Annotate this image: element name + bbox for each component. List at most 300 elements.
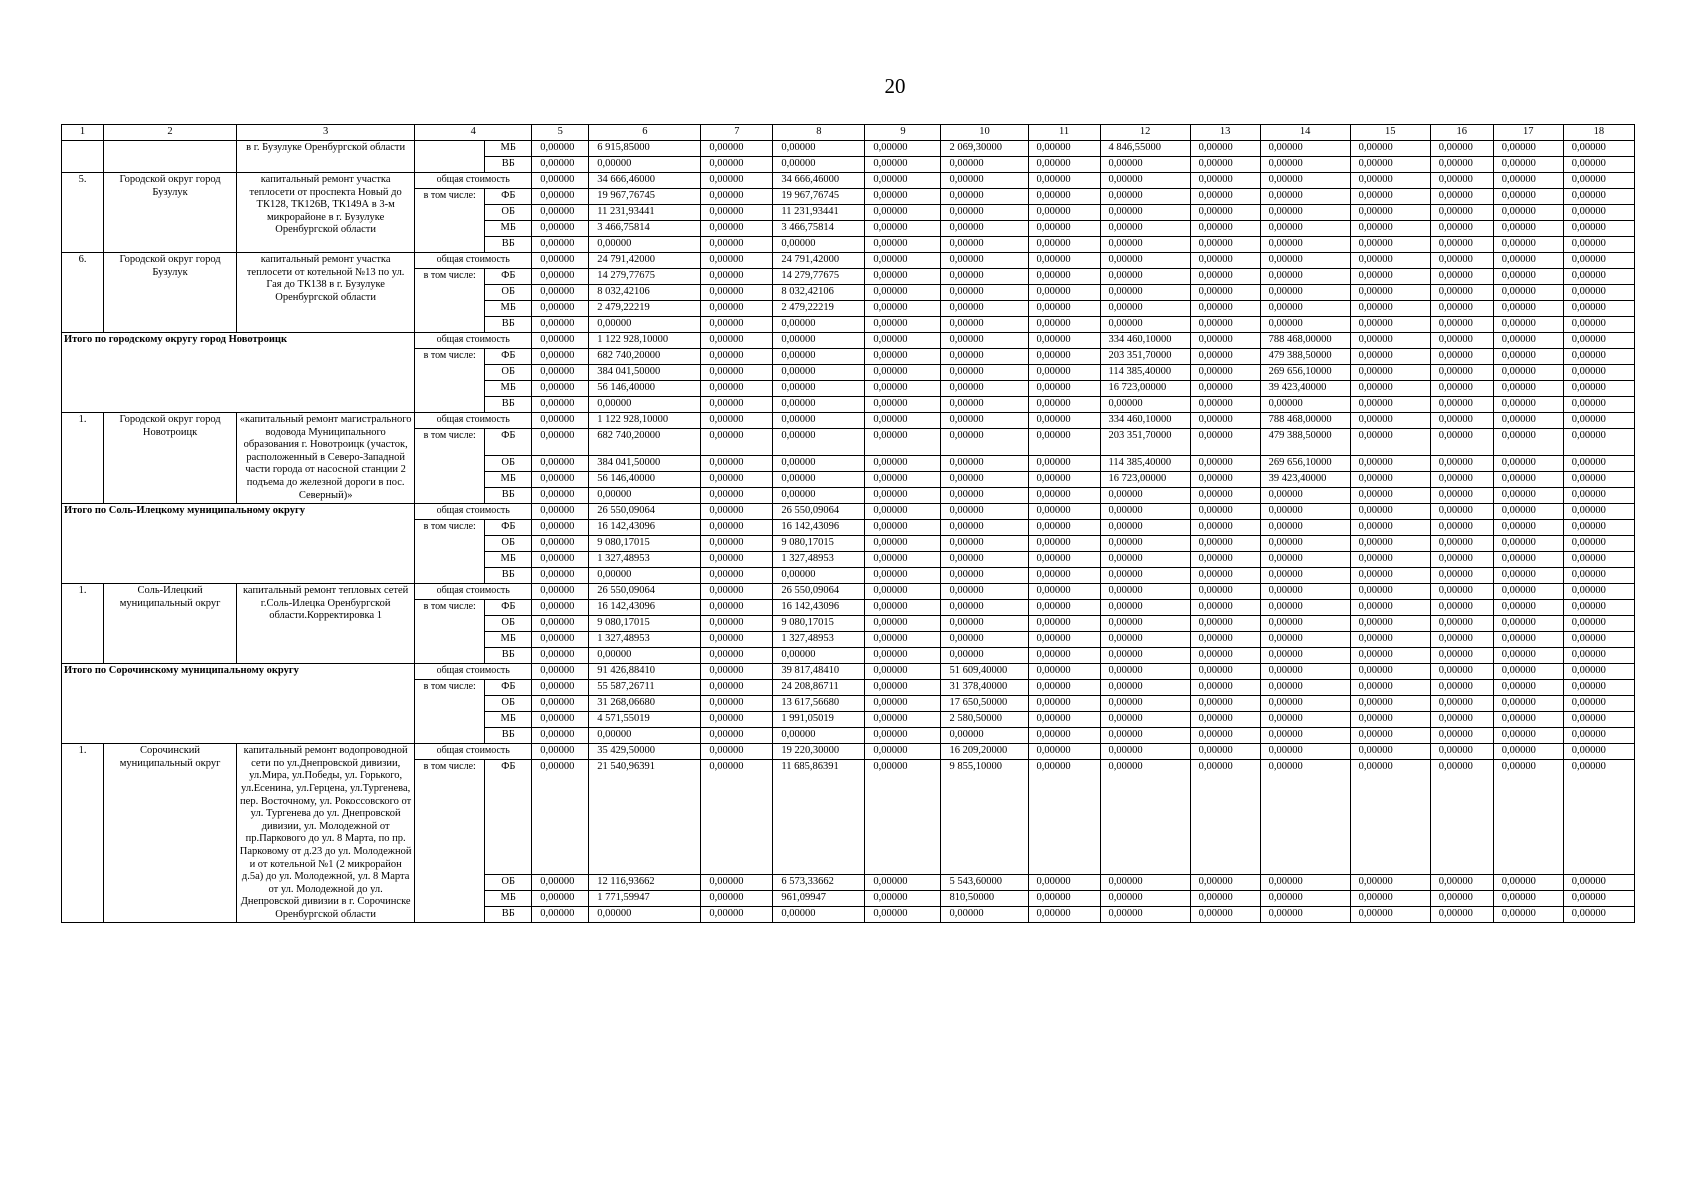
value-cell: 0,00000 xyxy=(1028,648,1100,664)
organization-name: Городской округ город Новотроицк xyxy=(104,413,237,504)
value-cell: 91 426,88410 xyxy=(589,664,701,680)
value-cell: 0,00000 xyxy=(1350,157,1430,173)
value-cell: 0,00000 xyxy=(941,429,1028,456)
table-row xyxy=(62,141,1635,157)
value-cell: 0,00000 xyxy=(1100,616,1190,632)
value-cell: 0,00000 xyxy=(1350,189,1430,205)
value-cell: 0,00000 xyxy=(1260,221,1350,237)
value-cell: 0,00000 xyxy=(1350,552,1430,568)
value-cell: 0,00000 xyxy=(1493,189,1563,205)
value-cell: 0,00000 xyxy=(589,317,701,333)
value-cell: 0,00000 xyxy=(1028,365,1100,381)
budget-table xyxy=(61,124,1635,923)
value-cell: 0,00000 xyxy=(532,875,589,891)
value-cell: 0,00000 xyxy=(701,365,773,381)
value-cell: 16 209,20000 xyxy=(941,744,1028,760)
value-cell: 0,00000 xyxy=(1190,728,1260,744)
fund-code: ОБ xyxy=(485,456,532,472)
value-cell: 0,00000 xyxy=(1430,616,1493,632)
value-cell: 0,00000 xyxy=(1100,536,1190,552)
value-cell: 0,00000 xyxy=(1100,760,1190,875)
table-row xyxy=(62,365,1635,381)
value-cell: 4 846,55000 xyxy=(1100,141,1190,157)
value-cell: 0,00000 xyxy=(1493,875,1563,891)
value-cell: 0,00000 xyxy=(941,600,1028,616)
value-cell: 0,00000 xyxy=(1563,584,1634,600)
value-cell: 21 540,96391 xyxy=(589,760,701,875)
value-cell: 0,00000 xyxy=(1100,157,1190,173)
value-cell: 0,00000 xyxy=(1430,189,1493,205)
value-cell: 0,00000 xyxy=(865,744,941,760)
value-cell: 0,00000 xyxy=(1028,744,1100,760)
object-description: капитальный ремонт участка теплосети от котельной №13 по ул. Гая до ТК138 в г. Бузулуке Оренбургской области xyxy=(237,253,415,333)
value-cell: 0,00000 xyxy=(1100,301,1190,317)
value-cell: 0,00000 xyxy=(941,397,1028,413)
value-cell: 1 991,05019 xyxy=(773,712,865,728)
value-cell: 0,00000 xyxy=(1190,349,1260,365)
fund-code: МБ xyxy=(485,552,532,568)
value-cell: 0,00000 xyxy=(1563,141,1634,157)
fund-code: ФБ xyxy=(485,189,532,205)
value-cell: 24 208,86711 xyxy=(773,680,865,696)
value-cell: 0,00000 xyxy=(532,907,589,923)
object-description: капитальный ремонт участка теплосети от проспекта Новый до ТК128, ТК126В, ТК149А в 3-м микрорайоне в г. Бузулуке Оренбургской области xyxy=(237,173,415,253)
value-cell: 0,00000 xyxy=(865,285,941,301)
value-cell: 34 666,46000 xyxy=(773,173,865,189)
value-cell: 0,00000 xyxy=(1493,760,1563,875)
including-label: в том числе: xyxy=(415,269,485,333)
value-cell: 0,00000 xyxy=(532,696,589,712)
value-cell: 0,00000 xyxy=(1563,381,1634,397)
value-cell: 0,00000 xyxy=(865,728,941,744)
table-row xyxy=(62,253,1635,269)
value-cell: 0,00000 xyxy=(1430,301,1493,317)
value-cell: 0,00000 xyxy=(701,680,773,696)
value-cell: 0,00000 xyxy=(865,333,941,349)
value-cell: 810,50000 xyxy=(941,891,1028,907)
value-cell: 0,00000 xyxy=(532,189,589,205)
value-cell: 0,00000 xyxy=(1430,429,1493,456)
value-cell: 0,00000 xyxy=(701,317,773,333)
value-cell: 0,00000 xyxy=(1563,349,1634,365)
value-cell: 0,00000 xyxy=(941,365,1028,381)
value-cell: 13 617,56680 xyxy=(773,696,865,712)
total-title-spacer xyxy=(62,397,415,413)
value-cell: 0,00000 xyxy=(701,301,773,317)
total-cost-label: общая стоимость xyxy=(415,504,532,520)
value-cell: 0,00000 xyxy=(1493,504,1563,520)
column-header: 17 xyxy=(1493,125,1563,141)
value-cell: 0,00000 xyxy=(1493,221,1563,237)
value-cell: 0,00000 xyxy=(701,221,773,237)
value-cell: 0,00000 xyxy=(701,728,773,744)
value-cell: 0,00000 xyxy=(1430,488,1493,504)
value-cell: 0,00000 xyxy=(1350,680,1430,696)
value-cell: 0,00000 xyxy=(1028,472,1100,488)
value-cell: 0,00000 xyxy=(1350,381,1430,397)
total-cost-label: общая стоимость xyxy=(415,664,532,680)
value-cell: 0,00000 xyxy=(701,712,773,728)
fund-code: МБ xyxy=(485,472,532,488)
value-cell: 16 142,43096 xyxy=(589,520,701,536)
value-cell: 0,00000 xyxy=(941,504,1028,520)
value-cell: 0,00000 xyxy=(1190,536,1260,552)
value-cell: 0,00000 xyxy=(773,728,865,744)
table-row xyxy=(62,333,1635,349)
value-cell: 0,00000 xyxy=(532,456,589,472)
value-cell: 0,00000 xyxy=(1350,728,1430,744)
value-cell: 0,00000 xyxy=(1100,664,1190,680)
value-cell: 0,00000 xyxy=(1350,664,1430,680)
value-cell: 682 740,20000 xyxy=(589,349,701,365)
value-cell: 0,00000 xyxy=(1430,760,1493,875)
type-cell xyxy=(415,141,485,173)
value-cell: 0,00000 xyxy=(773,488,865,504)
value-cell: 0,00000 xyxy=(1350,237,1430,253)
value-cell: 0,00000 xyxy=(1190,317,1260,333)
value-cell: 0,00000 xyxy=(589,568,701,584)
value-cell: 0,00000 xyxy=(1563,301,1634,317)
value-cell: 0,00000 xyxy=(1563,253,1634,269)
value-cell: 0,00000 xyxy=(701,907,773,923)
column-header: 3 xyxy=(237,125,415,141)
value-cell: 2 479,22219 xyxy=(589,301,701,317)
value-cell: 0,00000 xyxy=(1028,875,1100,891)
value-cell: 0,00000 xyxy=(773,456,865,472)
value-cell: 6 573,33662 xyxy=(773,875,865,891)
value-cell: 0,00000 xyxy=(773,349,865,365)
value-cell: 0,00000 xyxy=(701,664,773,680)
value-cell: 39 423,40000 xyxy=(1260,472,1350,488)
value-cell: 0,00000 xyxy=(532,157,589,173)
organization-name: Сорочинский муниципальный округ xyxy=(104,744,237,923)
value-cell: 9 855,10000 xyxy=(941,760,1028,875)
value-cell: 0,00000 xyxy=(1430,680,1493,696)
value-cell: 384 041,50000 xyxy=(589,365,701,381)
value-cell: 0,00000 xyxy=(1100,520,1190,536)
value-cell: 56 146,40000 xyxy=(589,472,701,488)
value-cell: 0,00000 xyxy=(1190,189,1260,205)
value-cell: 0,00000 xyxy=(1493,285,1563,301)
value-cell: 16 142,43096 xyxy=(773,520,865,536)
value-cell: 0,00000 xyxy=(941,413,1028,429)
value-cell: 0,00000 xyxy=(1100,205,1190,221)
value-cell: 0,00000 xyxy=(1190,173,1260,189)
value-cell: 0,00000 xyxy=(1563,907,1634,923)
object-description: капитальный ремонт тепловых сетей г.Соль-Илецка Оренбургской области.Корректировка 1 xyxy=(237,584,415,664)
value-cell: 0,00000 xyxy=(865,504,941,520)
value-cell: 0,00000 xyxy=(1190,907,1260,923)
value-cell: 0,00000 xyxy=(865,552,941,568)
value-cell: 0,00000 xyxy=(773,157,865,173)
value-cell: 0,00000 xyxy=(1100,317,1190,333)
value-cell: 2 069,30000 xyxy=(941,141,1028,157)
value-cell: 0,00000 xyxy=(1493,301,1563,317)
value-cell: 0,00000 xyxy=(1260,173,1350,189)
value-cell: 0,00000 xyxy=(1028,568,1100,584)
fund-code: ОБ xyxy=(485,365,532,381)
value-cell: 0,00000 xyxy=(701,253,773,269)
value-cell: 0,00000 xyxy=(701,552,773,568)
value-cell: 0,00000 xyxy=(865,520,941,536)
value-cell: 0,00000 xyxy=(1350,907,1430,923)
value-cell: 2 479,22219 xyxy=(773,301,865,317)
value-cell: 0,00000 xyxy=(1028,760,1100,875)
value-cell: 0,00000 xyxy=(1430,349,1493,365)
value-cell: 0,00000 xyxy=(701,520,773,536)
value-cell: 0,00000 xyxy=(1350,632,1430,648)
column-header: 8 xyxy=(773,125,865,141)
value-cell: 0,00000 xyxy=(941,333,1028,349)
value-cell: 0,00000 xyxy=(1493,680,1563,696)
value-cell: 0,00000 xyxy=(941,616,1028,632)
value-cell: 0,00000 xyxy=(532,285,589,301)
fund-code: ВБ xyxy=(485,397,532,413)
value-cell: 0,00000 xyxy=(701,456,773,472)
value-cell: 0,00000 xyxy=(1493,253,1563,269)
value-cell: 0,00000 xyxy=(1260,253,1350,269)
fund-code: ФБ xyxy=(485,520,532,536)
value-cell: 0,00000 xyxy=(1430,907,1493,923)
column-header: 1 xyxy=(62,125,104,141)
value-cell: 0,00000 xyxy=(773,648,865,664)
value-cell: 0,00000 xyxy=(1350,333,1430,349)
value-cell: 0,00000 xyxy=(1493,141,1563,157)
value-cell: 0,00000 xyxy=(701,285,773,301)
value-cell: 0,00000 xyxy=(1190,205,1260,221)
value-cell: 0,00000 xyxy=(1493,365,1563,381)
table-row xyxy=(62,680,1635,696)
value-cell: 0,00000 xyxy=(1430,552,1493,568)
table-row xyxy=(62,381,1635,397)
value-cell: 14 279,77675 xyxy=(589,269,701,285)
value-cell: 0,00000 xyxy=(1430,269,1493,285)
value-cell: 0,00000 xyxy=(1563,205,1634,221)
value-cell: 0,00000 xyxy=(1190,365,1260,381)
column-header: 10 xyxy=(941,125,1028,141)
value-cell: 0,00000 xyxy=(1260,237,1350,253)
value-cell: 0,00000 xyxy=(865,237,941,253)
total-title-spacer xyxy=(62,712,415,728)
value-cell: 0,00000 xyxy=(773,413,865,429)
value-cell: 0,00000 xyxy=(1100,728,1190,744)
value-cell: 0,00000 xyxy=(1430,397,1493,413)
value-cell: 26 550,09064 xyxy=(589,504,701,520)
value-cell: 0,00000 xyxy=(1028,664,1100,680)
value-cell: 0,00000 xyxy=(1028,891,1100,907)
value-cell: 0,00000 xyxy=(1100,568,1190,584)
value-cell: 35 429,50000 xyxy=(589,744,701,760)
value-cell: 0,00000 xyxy=(1430,413,1493,429)
value-cell: 0,00000 xyxy=(1430,141,1493,157)
value-cell: 0,00000 xyxy=(1430,221,1493,237)
value-cell: 0,00000 xyxy=(1430,237,1493,253)
value-cell: 0,00000 xyxy=(1563,600,1634,616)
value-cell: 0,00000 xyxy=(1190,696,1260,712)
value-cell: 34 666,46000 xyxy=(589,173,701,189)
value-cell: 0,00000 xyxy=(773,568,865,584)
item-number: 6. xyxy=(62,253,104,333)
value-cell: 0,00000 xyxy=(1350,301,1430,317)
value-cell: 0,00000 xyxy=(1190,253,1260,269)
value-cell: 0,00000 xyxy=(1493,648,1563,664)
fund-code: ВБ xyxy=(485,317,532,333)
value-cell: 0,00000 xyxy=(1563,472,1634,488)
value-cell: 0,00000 xyxy=(1493,157,1563,173)
value-cell: 1 327,48953 xyxy=(773,632,865,648)
value-cell: 0,00000 xyxy=(532,349,589,365)
value-cell: 0,00000 xyxy=(1100,237,1190,253)
value-cell: 0,00000 xyxy=(1350,205,1430,221)
value-cell: 12 116,93662 xyxy=(589,875,701,891)
value-cell: 0,00000 xyxy=(865,760,941,875)
value-cell: 0,00000 xyxy=(701,269,773,285)
value-cell: 0,00000 xyxy=(1563,712,1634,728)
value-cell: 1 327,48953 xyxy=(589,632,701,648)
fund-code: ОБ xyxy=(485,875,532,891)
value-cell: 0,00000 xyxy=(1190,429,1260,456)
value-cell: 0,00000 xyxy=(941,221,1028,237)
value-cell: 0,00000 xyxy=(1563,680,1634,696)
value-cell: 0,00000 xyxy=(1260,520,1350,536)
value-cell: 0,00000 xyxy=(1563,552,1634,568)
value-cell: 0,00000 xyxy=(1350,173,1430,189)
value-cell: 0,00000 xyxy=(941,157,1028,173)
value-cell: 0,00000 xyxy=(532,552,589,568)
value-cell: 0,00000 xyxy=(532,520,589,536)
value-cell: 0,00000 xyxy=(532,205,589,221)
value-cell: 0,00000 xyxy=(1350,696,1430,712)
value-cell: 0,00000 xyxy=(1493,664,1563,680)
table-row xyxy=(62,520,1635,536)
value-cell: 0,00000 xyxy=(1260,317,1350,333)
value-cell: 0,00000 xyxy=(1100,504,1190,520)
value-cell: 0,00000 xyxy=(865,712,941,728)
value-cell: 0,00000 xyxy=(1190,504,1260,520)
value-cell: 0,00000 xyxy=(701,744,773,760)
value-cell: 0,00000 xyxy=(1430,173,1493,189)
value-cell: 0,00000 xyxy=(1028,680,1100,696)
total-title: Итого по Сорочинскому муниципальному округу xyxy=(62,664,415,680)
value-cell: 0,00000 xyxy=(941,349,1028,365)
fund-code: ФБ xyxy=(485,680,532,696)
value-cell: 0,00000 xyxy=(1260,728,1350,744)
value-cell: 0,00000 xyxy=(865,429,941,456)
value-cell: 0,00000 xyxy=(1190,875,1260,891)
value-cell: 0,00000 xyxy=(1563,456,1634,472)
value-cell: 479 388,50000 xyxy=(1260,349,1350,365)
value-cell: 0,00000 xyxy=(1190,381,1260,397)
value-cell: 0,00000 xyxy=(1028,520,1100,536)
value-cell: 0,00000 xyxy=(773,333,865,349)
value-cell: 0,00000 xyxy=(532,253,589,269)
value-cell: 0,00000 xyxy=(532,269,589,285)
value-cell: 0,00000 xyxy=(701,488,773,504)
value-cell: 0,00000 xyxy=(941,381,1028,397)
value-cell: 0,00000 xyxy=(1350,285,1430,301)
fund-code: МБ xyxy=(485,381,532,397)
value-cell: 0,00000 xyxy=(1260,157,1350,173)
value-cell: 0,00000 xyxy=(1430,157,1493,173)
value-cell: 0,00000 xyxy=(1350,221,1430,237)
value-cell: 0,00000 xyxy=(1190,600,1260,616)
value-cell: 0,00000 xyxy=(1430,253,1493,269)
value-cell: 0,00000 xyxy=(1350,520,1430,536)
fund-code: МБ xyxy=(485,891,532,907)
organization-name: Городской округ город Бузулук xyxy=(104,173,237,253)
value-cell: 961,09947 xyxy=(773,891,865,907)
value-cell: 0,00000 xyxy=(1563,269,1634,285)
value-cell: 0,00000 xyxy=(532,648,589,664)
value-cell: 0,00000 xyxy=(1493,568,1563,584)
value-cell: 0,00000 xyxy=(532,728,589,744)
value-cell: 0,00000 xyxy=(1100,552,1190,568)
value-cell: 0,00000 xyxy=(1260,664,1350,680)
value-cell: 0,00000 xyxy=(701,429,773,456)
value-cell: 0,00000 xyxy=(1350,141,1430,157)
value-cell: 0,00000 xyxy=(1100,397,1190,413)
total-title-spacer xyxy=(62,552,415,568)
value-cell: 0,00000 xyxy=(865,648,941,664)
total-title-spacer xyxy=(62,696,415,712)
value-cell: 0,00000 xyxy=(1430,381,1493,397)
table-row xyxy=(62,744,1635,760)
value-cell: 0,00000 xyxy=(532,173,589,189)
value-cell: 0,00000 xyxy=(532,365,589,381)
organization-name: Городской округ город Бузулук xyxy=(104,253,237,333)
value-cell: 0,00000 xyxy=(1028,317,1100,333)
value-cell: 0,00000 xyxy=(865,269,941,285)
value-cell: 0,00000 xyxy=(1028,456,1100,472)
value-cell: 0,00000 xyxy=(1563,333,1634,349)
value-cell: 0,00000 xyxy=(1430,568,1493,584)
value-cell: 0,00000 xyxy=(1190,456,1260,472)
value-cell: 0,00000 xyxy=(1100,744,1190,760)
value-cell: 0,00000 xyxy=(865,696,941,712)
value-cell: 26 550,09064 xyxy=(589,584,701,600)
value-cell: 0,00000 xyxy=(1260,648,1350,664)
fund-code: ВБ xyxy=(485,907,532,923)
value-cell: 0,00000 xyxy=(1260,696,1350,712)
value-cell: 0,00000 xyxy=(1430,891,1493,907)
value-cell: 0,00000 xyxy=(532,472,589,488)
value-cell: 0,00000 xyxy=(1350,760,1430,875)
value-cell: 0,00000 xyxy=(1260,616,1350,632)
value-cell: 0,00000 xyxy=(1260,907,1350,923)
value-cell: 0,00000 xyxy=(1028,253,1100,269)
value-cell: 0,00000 xyxy=(1100,269,1190,285)
value-cell: 9 080,17015 xyxy=(589,616,701,632)
value-cell: 0,00000 xyxy=(532,600,589,616)
value-cell: 0,00000 xyxy=(1190,141,1260,157)
value-cell: 203 351,70000 xyxy=(1100,349,1190,365)
value-cell: 0,00000 xyxy=(1493,413,1563,429)
value-cell: 0,00000 xyxy=(1493,205,1563,221)
column-header: 16 xyxy=(1430,125,1493,141)
value-cell: 0,00000 xyxy=(1190,744,1260,760)
value-cell: 114 385,40000 xyxy=(1100,365,1190,381)
value-cell: 0,00000 xyxy=(1028,429,1100,456)
value-cell: 0,00000 xyxy=(1350,568,1430,584)
value-cell: 0,00000 xyxy=(1190,301,1260,317)
value-cell: 0,00000 xyxy=(1100,584,1190,600)
value-cell: 0,00000 xyxy=(1028,221,1100,237)
value-cell: 9 080,17015 xyxy=(773,536,865,552)
value-cell: 0,00000 xyxy=(1430,456,1493,472)
value-cell: 0,00000 xyxy=(1493,584,1563,600)
value-cell: 0,00000 xyxy=(589,648,701,664)
value-cell: 1 327,48953 xyxy=(773,552,865,568)
